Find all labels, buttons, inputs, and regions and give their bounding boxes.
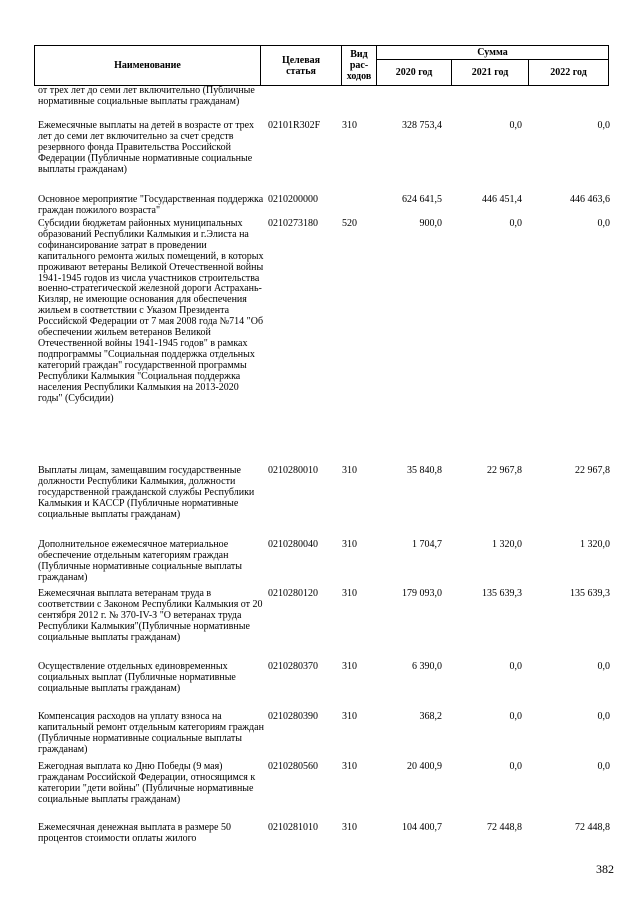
row-2022: 0,0 [597, 761, 610, 772]
row-name: Ежемесячная денежная выплата в размере 50 процентов стоимости оплаты жилого [38, 822, 231, 844]
row-rash: 310 [342, 761, 357, 772]
row-2021: 22 967,8 [487, 465, 522, 476]
header-sum: Сумма [377, 46, 609, 60]
row-rash: 310 [342, 711, 357, 722]
row-name: Субсидии бюджетам районных муниципальных образований Республики Калмыкия и г.Элиста на софинансирование затрат в проведении капитального ремонта жилых помещений, в которых проживают ветераны Великой Отечественной войны 1941-1945 годов из числа участников строительства военно-стратегической железной дороги Астрахань-Кизляр, не имеющие основания для обеспечения жильем в соответствии с Указом Президента Российской Федерации от 7 мая 2008 года №714 "Об обеспечении жильем ветеранов Великой Отечественной войны 1941-1945 годов" в рамках подпрограммы "Социальная поддержка отдельных категорий граждан" государственной программы Республики Калмыкия "Социальная поддержка населения Республики Калмыкия на 2013-2020 годы" (Субсидии) [38, 218, 264, 404]
header-rash: Вид рас-ходов [342, 46, 377, 86]
row-2021: 0,0 [509, 761, 522, 772]
row-2020: 624 641,5 [402, 194, 442, 205]
row-name: Ежемесячная выплата ветеранам труда в соответствии с Законом Республики Калмыкия от 20 сентября 2012 г. № 370-IV-З "О ветеранах труда Республики Калмыкия"(Публичные нормативные социальные выплаты гражданам) [38, 588, 263, 643]
row-2020: 328 753,4 [402, 120, 442, 131]
header-2021: 2021 год [452, 60, 529, 86]
row-code: 02101R302F [268, 120, 321, 131]
row-name: Компенсация расходов на уплату взноса на капитальный ремонт отдельным категориям граждан (Публичные нормативные социальные выплаты гражданам) [38, 711, 264, 755]
page-number: 382 [596, 862, 614, 876]
header-2022: 2022 год [529, 60, 609, 86]
row-code: 0210280040 [268, 539, 318, 550]
row-2020: 1 704,7 [412, 539, 442, 550]
row-2021: 0,0 [509, 711, 522, 722]
row-2022: 0,0 [597, 711, 610, 722]
row-2021: 72 448,8 [487, 822, 522, 833]
row-rash: 310 [342, 661, 357, 672]
row-code: 0210281010 [268, 822, 318, 833]
row-2020: 368,2 [419, 711, 442, 722]
row-2021: 446 451,4 [482, 194, 522, 205]
row-name: Основное мероприятие "Государственная поддержка граждан пожилого возраста" [38, 194, 264, 216]
row-2020: 900,0 [419, 218, 442, 229]
row-rash: 310 [342, 822, 357, 833]
row-name: Дополнительное ежемесячное материальное обеспечение отдельным категориям граждан (Публичные нормативные социальные выплаты гражданам) [38, 539, 243, 583]
row-rash: 310 [342, 120, 357, 131]
row-code: 0210280370 [268, 661, 318, 672]
row-2022: 22 967,8 [575, 465, 610, 476]
header-name: Наименование [35, 46, 261, 86]
row-2020: 6 390,0 [412, 661, 442, 672]
row-2020: 35 840,8 [407, 465, 442, 476]
row-code: 0210280010 [268, 465, 318, 476]
row-2021: 135 639,3 [482, 588, 522, 599]
row-code: 0210280560 [268, 761, 318, 772]
row-name: Ежемесячные выплаты на детей в возрасте от трех лет до семи лет включительно за счет средств резервного фонда Правительства Российской Федерации (Публичные нормативные социальные выплаты гражданам) [38, 120, 254, 175]
row-2022: 1 320,0 [580, 539, 610, 550]
row-2021: 1 320,0 [492, 539, 522, 550]
row-rash: 310 [342, 465, 357, 476]
row-2022: 0,0 [597, 120, 610, 131]
row-2022: 72 448,8 [575, 822, 610, 833]
row-2021: 0,0 [509, 120, 522, 131]
row-2021: 0,0 [509, 218, 522, 229]
header-code: Целевая статья [261, 46, 342, 86]
header-2020: 2020 год [377, 60, 452, 86]
row-code: 0210280120 [268, 588, 318, 599]
row-rash: 310 [342, 539, 357, 550]
row-2020: 179 093,0 [402, 588, 442, 599]
row-2022: 0,0 [597, 218, 610, 229]
row-2022: 135 639,3 [570, 588, 610, 599]
row-name: от трех лет до семи лет включительно (Публичные нормативные социальные выплаты гражданам) [38, 85, 255, 107]
row-name: Выплаты лицам, замещавшим государственные должности Республики Калмыкия, должности государственной гражданской службы Республики Калмыкия и КАССР (Публичные нормативные социальные выплаты гражданам) [38, 465, 255, 520]
row-code: 0210273180 [268, 218, 318, 229]
row-code: 0210200000 [268, 194, 318, 205]
row-2022: 446 463,6 [570, 194, 610, 205]
row-rash: 520 [342, 218, 357, 229]
row-2020: 104 400,7 [402, 822, 442, 833]
row-code: 0210280390 [268, 711, 318, 722]
row-2020: 20 400,9 [407, 761, 442, 772]
row-name: Ежегодная выплата ко Дню Победы (9 мая) гражданам Российской Федерации, относящимся к категории "дети войны" (Публичные нормативные социальные выплаты гражданам) [38, 761, 256, 805]
row-rash: 310 [342, 588, 357, 599]
row-2022: 0,0 [597, 661, 610, 672]
table-header [34, 45, 609, 86]
row-name: Осуществление отдельных единовременных социальных выплат (Публичные нормативные социальные выплаты гражданам) [38, 661, 236, 694]
row-2021: 0,0 [509, 661, 522, 672]
